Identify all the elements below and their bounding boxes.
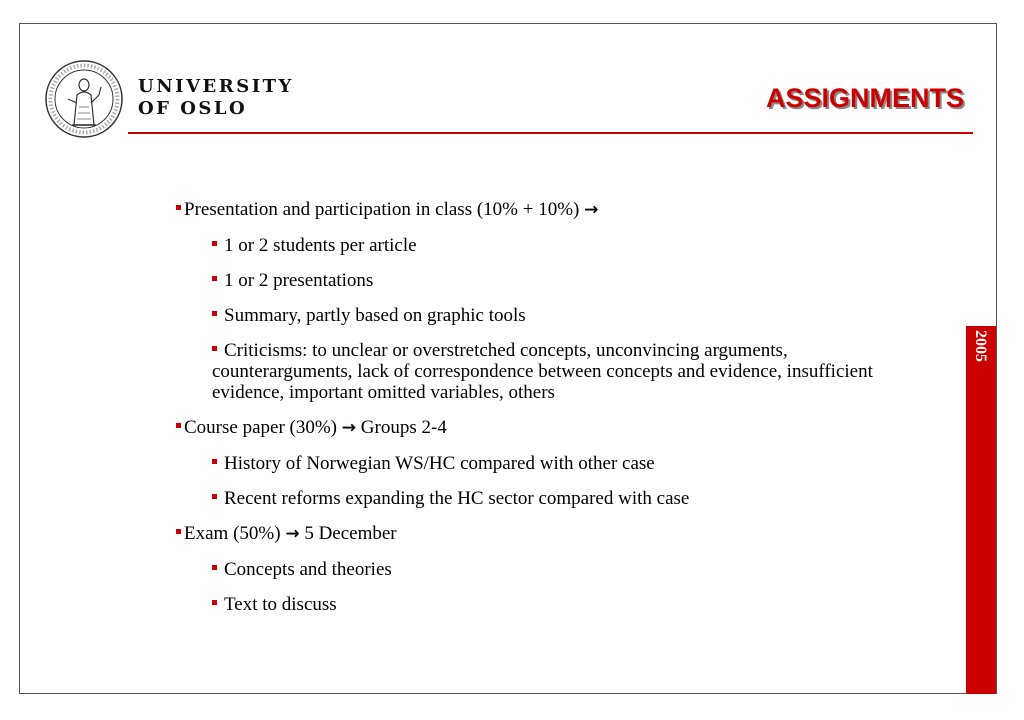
university-name-line2: OF OSLO [138, 98, 248, 119]
university-seal-icon [44, 59, 124, 139]
university-name-line1: UNIVERSITY [138, 76, 294, 97]
list-item-suffix: Groups 2-4 [360, 417, 447, 438]
list-item-text: Text to discuss [224, 594, 337, 615]
list-item [168, 235, 888, 256]
list-item [168, 559, 888, 580]
year-sidebar [966, 326, 996, 694]
list-item-text: Exam (50%) [184, 523, 281, 544]
bullet-square-icon [212, 459, 217, 464]
list-item [168, 417, 888, 439]
arrow-right-icon: → [341, 418, 357, 438]
list-item-text: Presentation and participation in class (10% + 10%) [184, 199, 580, 220]
list-item-text: Course paper (30%) [184, 417, 338, 438]
header-divider [128, 132, 973, 134]
list-item [168, 594, 888, 615]
list-item-text: 1 or 2 presentations [224, 270, 374, 291]
list-item-suffix: 5 December [304, 523, 397, 544]
bullet-square-icon [212, 276, 217, 281]
university-name [138, 76, 294, 120]
list-item [168, 305, 888, 326]
bullet-square-icon [212, 494, 217, 499]
list-item [168, 523, 888, 545]
bullet-square-icon [212, 241, 217, 246]
arrow-right-icon: → [584, 200, 599, 220]
list-item-text: Summary, partly based on graphic tools [224, 305, 526, 326]
bullet-square-icon [176, 205, 181, 210]
list-item [168, 340, 888, 403]
bullet-square-icon [212, 311, 217, 316]
list-item [168, 199, 888, 221]
list-item [168, 270, 888, 291]
bullet-list [168, 199, 888, 615]
bullet-square-icon [212, 565, 217, 570]
list-item [168, 488, 888, 509]
bullet-square-icon [212, 600, 217, 605]
list-item-text: Concepts and theories [224, 559, 392, 580]
list-item [168, 453, 888, 474]
bullet-square-icon [212, 346, 217, 351]
slide-title: ASSIGNMENTS [765, 83, 964, 113]
bullet-square-icon [176, 423, 181, 428]
year-label: 2005 [972, 330, 989, 362]
list-item-text: 1 or 2 students per article [224, 235, 417, 256]
bullet-square-icon [176, 529, 181, 534]
list-item-text: History of Norwegian WS/HC compared with other case [224, 453, 655, 474]
arrow-right-icon: → [285, 524, 300, 544]
slide [19, 23, 997, 694]
list-item-text: Criticisms: to unclear or overstretched concepts, unconvincing arguments, counterarguments, lack of correspondence between concepts and evidence, insufficient evidence, important omitted variables, others [212, 340, 873, 403]
list-item-text: Recent reforms expanding the HC sector compared with case [224, 488, 690, 509]
